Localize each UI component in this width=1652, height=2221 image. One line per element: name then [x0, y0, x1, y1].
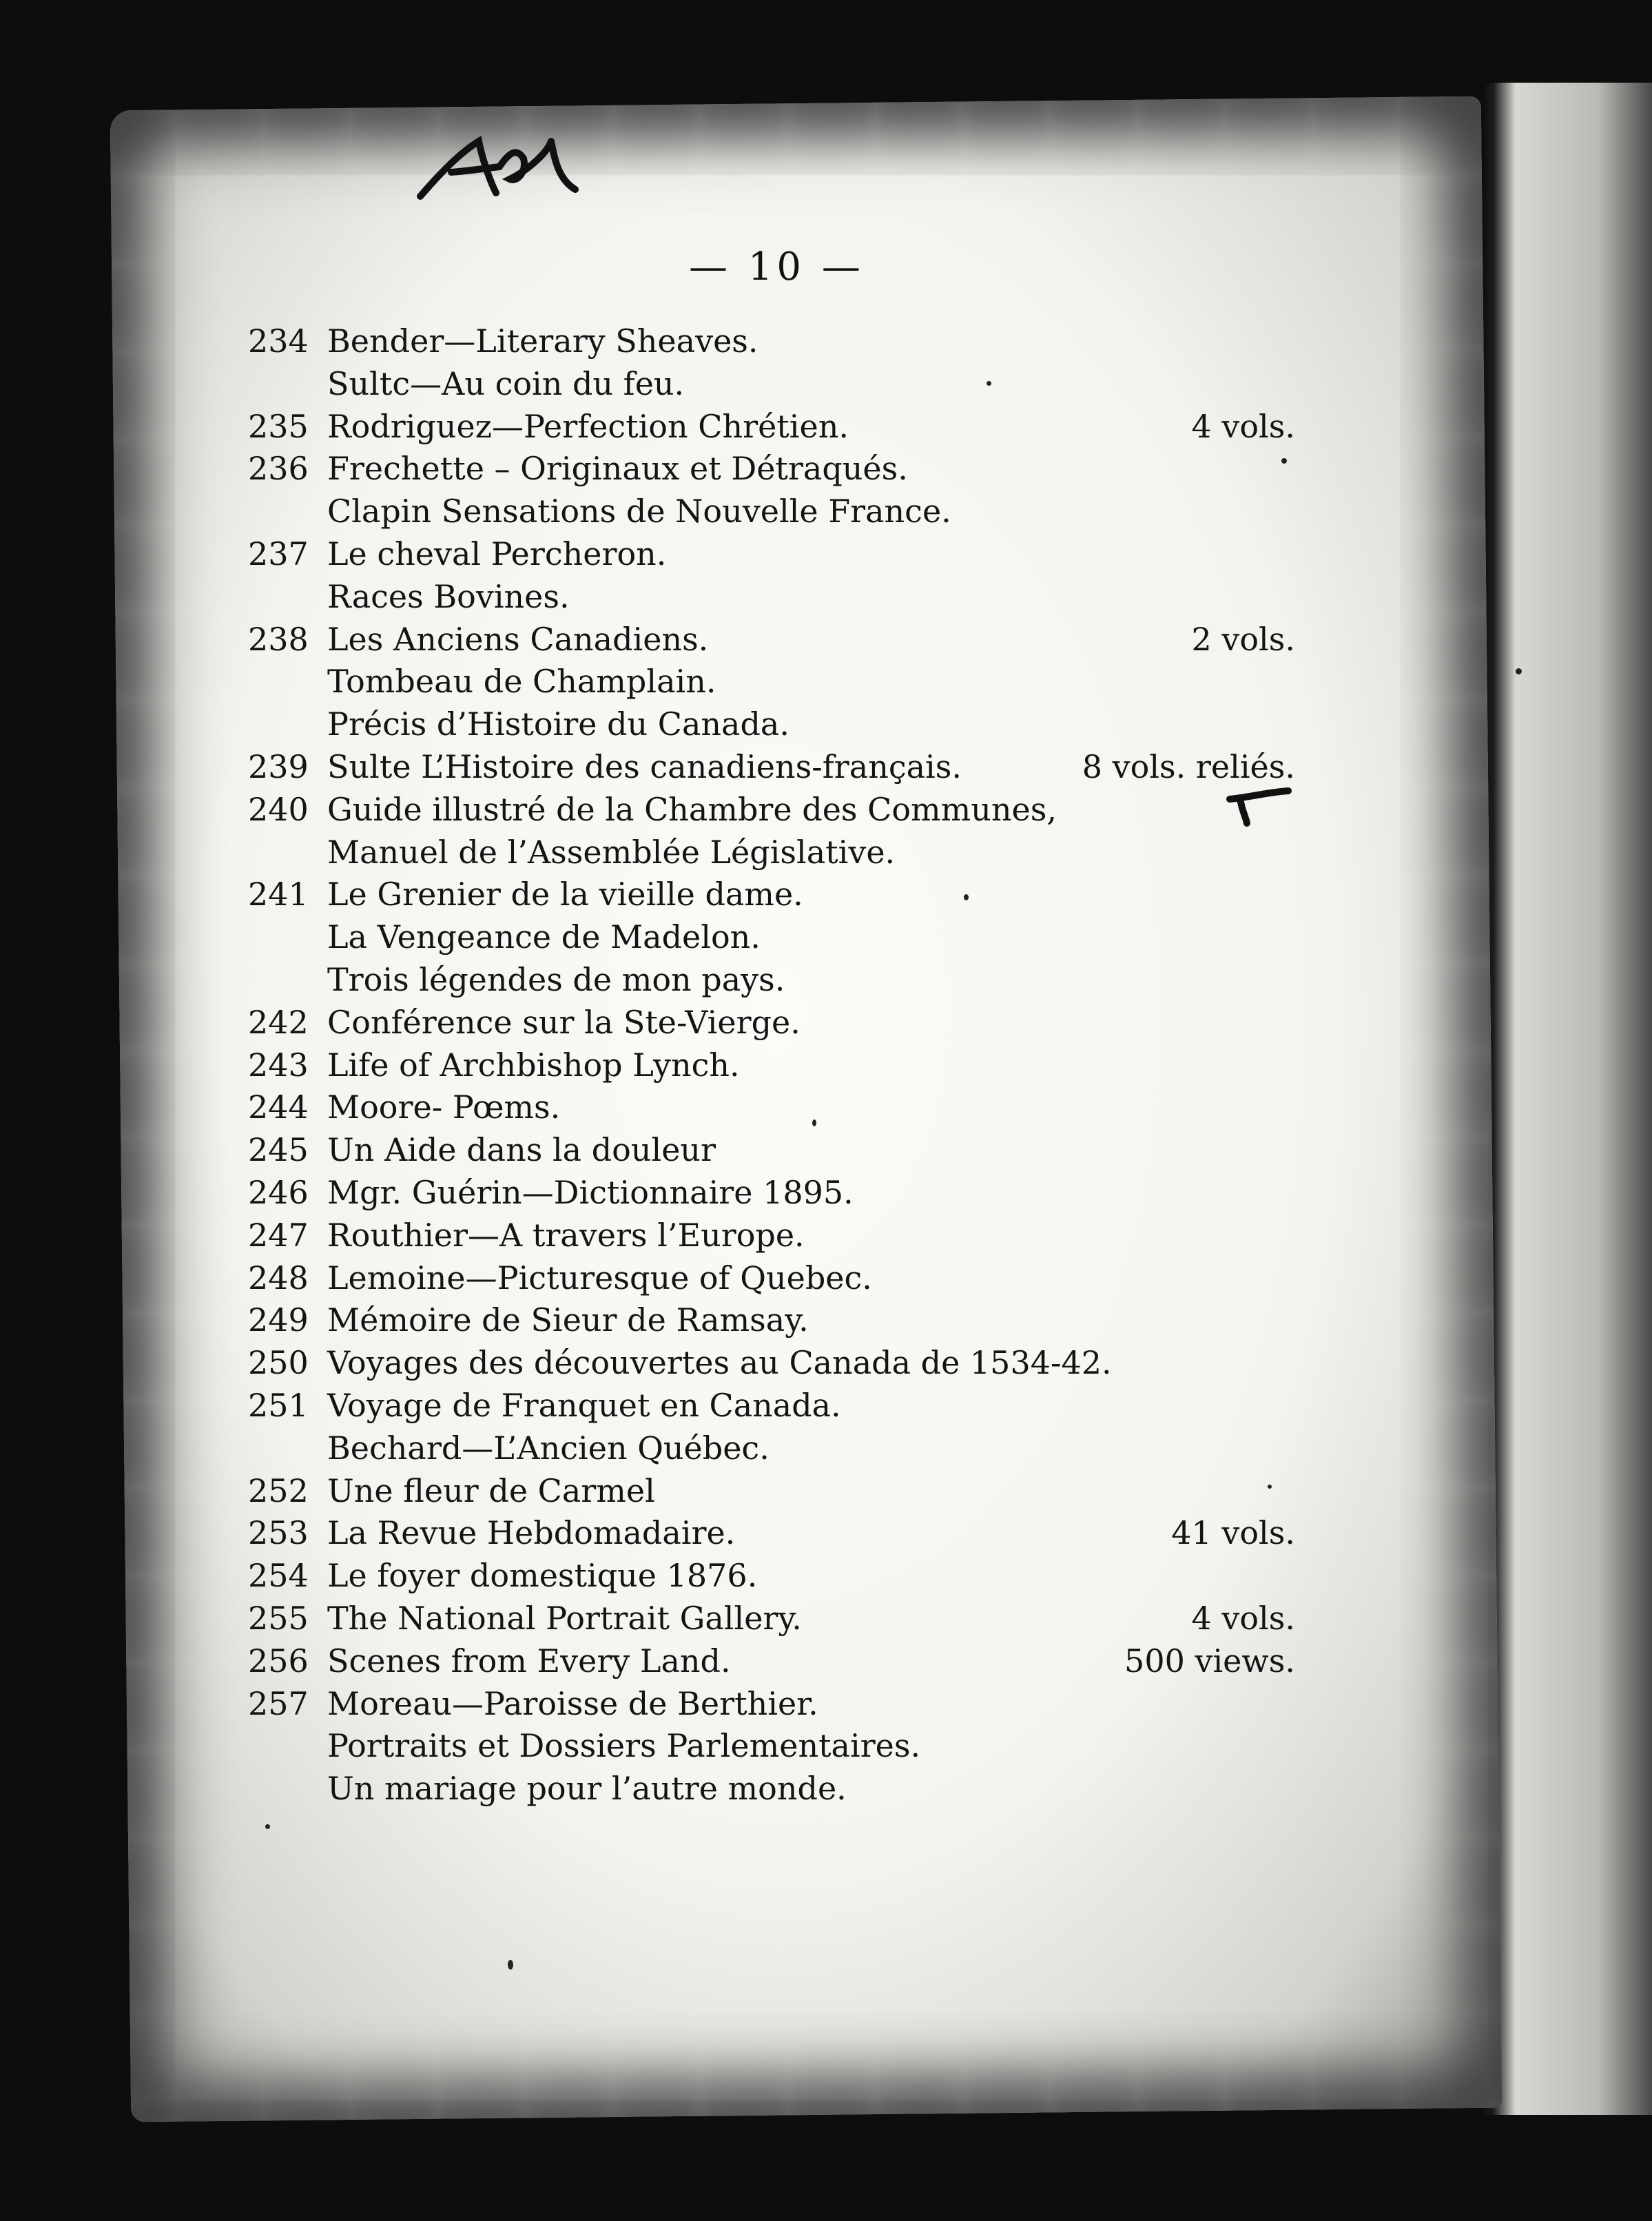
- entry-number: 246: [248, 1173, 309, 1211]
- entry-title: La Vengeance de Madelon.: [327, 918, 761, 956]
- entry-number: 239: [248, 747, 309, 785]
- list-item: [248, 1215, 1295, 1257]
- entry-title: Les Anciens Canadiens.: [327, 620, 709, 658]
- list-item: [248, 1299, 1295, 1342]
- entry-number: 244: [248, 1088, 309, 1126]
- entry-number: 256: [248, 1642, 309, 1680]
- entry-number: 236: [248, 450, 309, 488]
- entry-title: Voyages des découvertes au Canada de 1534-42.: [327, 1344, 1112, 1382]
- list-item: [248, 619, 1295, 661]
- scan-speck: [1268, 1485, 1272, 1489]
- entry-title: Moore- Pœms.: [327, 1088, 561, 1126]
- list-item: [248, 1725, 1295, 1768]
- entry-number: 237: [248, 535, 309, 572]
- entry-quantity: 8 vols. reliés.: [1082, 747, 1295, 785]
- entry-title: The National Portrait Gallery.: [327, 1599, 802, 1637]
- entry-title: La Revue Hebdomadaire.: [327, 1514, 736, 1552]
- entry-title: Un mariage pour l’autre monde.: [327, 1770, 847, 1808]
- entry-title: Routhier—A travers l’Europe.: [327, 1216, 805, 1254]
- handwritten-mark: [413, 131, 592, 207]
- list-item: [248, 746, 1295, 789]
- entry-title: Le foyer domestique 1876.: [327, 1557, 758, 1595]
- entry-quantity: 4 vols.: [1191, 407, 1295, 445]
- scan-speck: [508, 1960, 513, 1970]
- entry-title: Conférence sur la Ste-Vierge.: [327, 1003, 801, 1041]
- entry-number: 235: [248, 407, 309, 445]
- scan-speck: [265, 1824, 270, 1829]
- list-item: [248, 320, 1295, 363]
- entry-title: Bechard—L’Ancien Québec.: [327, 1429, 770, 1467]
- list-item: [248, 1086, 1295, 1129]
- entry-title: Life of Archbishop Lynch.: [327, 1046, 740, 1084]
- scan-speck: [964, 894, 969, 900]
- list-item: [248, 661, 1295, 703]
- entry-quantity: 2 vols.: [1191, 620, 1295, 658]
- scan-speck: [1516, 668, 1522, 674]
- list-item: [248, 1768, 1295, 1810]
- list-item: [248, 1598, 1295, 1640]
- entry-title: Rodriguez—Perfection Chrétien.: [327, 407, 849, 445]
- list-item: [248, 576, 1295, 619]
- list-item: [248, 1470, 1295, 1513]
- entry-title: Mémoire de Sieur de Ramsay.: [327, 1301, 809, 1339]
- entry-number: 247: [248, 1216, 309, 1254]
- list-item: [248, 1002, 1295, 1044]
- scan-speck: [987, 381, 991, 386]
- list-item: [248, 363, 1295, 406]
- entry-quantity: 4 vols.: [1191, 1599, 1295, 1637]
- entry-number: 243: [248, 1046, 309, 1084]
- entry-title: Frechette – Originaux et Détraqués.: [327, 450, 908, 488]
- entry-title: Lemoine—Picturesque of Quebec.: [327, 1259, 872, 1297]
- entry-number: 248: [248, 1259, 309, 1297]
- entry-title: Un Aide dans la douleur: [327, 1131, 716, 1169]
- entry-title: Manuel de l’Assemblée Législative.: [327, 833, 896, 871]
- list-item: [248, 916, 1295, 959]
- list-item: [248, 1427, 1295, 1470]
- list-item: [248, 1172, 1295, 1215]
- entry-number: 234: [248, 322, 309, 360]
- list-item: [248, 874, 1295, 916]
- list-item: [248, 1683, 1295, 1726]
- scan-speck: [1281, 458, 1287, 464]
- entry-title: Trois légendes de mon pays.: [327, 960, 785, 998]
- list-item: [248, 831, 1295, 874]
- list-item: [248, 1044, 1295, 1087]
- page-number: — 10 —: [689, 245, 865, 289]
- entry-number: 242: [248, 1003, 309, 1041]
- entry-quantity: 41 vols.: [1171, 1514, 1295, 1552]
- entry-number: 240: [248, 790, 309, 828]
- entry-title: Bender—Literary Sheaves.: [327, 322, 758, 360]
- entry-number: 249: [248, 1301, 309, 1339]
- entry-number: 253: [248, 1514, 309, 1552]
- entry-title: Le Grenier de la vieille dame.: [327, 876, 803, 913]
- adjacent-page-edge: [1481, 83, 1652, 2115]
- scan-speck: [812, 1119, 816, 1126]
- entry-title: Tombeau de Champlain.: [327, 663, 716, 701]
- ink-mark: [1226, 785, 1295, 827]
- list-item: [248, 1640, 1295, 1683]
- list-item: [248, 1257, 1295, 1300]
- list-item: [248, 1555, 1295, 1598]
- entry-title: Guide illustré de la Chambre des Communes,: [327, 790, 1057, 828]
- entry-title: Précis d’Histoire du Canada.: [327, 705, 789, 743]
- entry-title: Portraits et Dossiers Parlementaires.: [327, 1727, 921, 1765]
- list-item: [248, 533, 1295, 576]
- entry-number: 251: [248, 1386, 309, 1424]
- entry-number: 245: [248, 1131, 309, 1169]
- list-item: [248, 703, 1295, 746]
- list-item: [248, 448, 1295, 490]
- entry-title: Mgr. Guérin—Dictionnaire 1895.: [327, 1173, 854, 1211]
- list-item: [248, 1129, 1295, 1172]
- entry-number: 257: [248, 1684, 309, 1722]
- entry-number: 252: [248, 1471, 309, 1509]
- list-item: [248, 1342, 1295, 1385]
- entry-number: 255: [248, 1599, 309, 1637]
- entry-title: Races Bovines.: [327, 577, 570, 615]
- entry-number: 254: [248, 1557, 309, 1595]
- list-item: [248, 789, 1295, 831]
- entry-title: Voyage de Franquet en Canada.: [327, 1386, 841, 1424]
- entry-number: 250: [248, 1344, 309, 1382]
- list-item: [248, 1385, 1295, 1427]
- list-item: [248, 1512, 1295, 1555]
- entry-title: Clapin Sensations de Nouvelle France.: [327, 493, 951, 530]
- entry-title: Moreau—Paroisse de Berthier.: [327, 1684, 818, 1722]
- entry-title: Le cheval Percheron.: [327, 535, 667, 572]
- list-item: [248, 406, 1295, 448]
- entry-quantity: 500 views.: [1124, 1642, 1295, 1680]
- entry-number: 241: [248, 876, 309, 913]
- list-item: [248, 490, 1295, 533]
- entry-title: Sultc—Au coin du feu.: [327, 364, 685, 402]
- entry-title: Une fleur de Carmel: [327, 1471, 655, 1509]
- entry-title: Scenes from Every Land.: [327, 1642, 731, 1680]
- entry-number: 238: [248, 620, 309, 658]
- catalog-list: [248, 320, 1295, 1810]
- entry-title: Sulte L’Histoire des canadiens-français.: [327, 747, 962, 785]
- list-item: [248, 959, 1295, 1002]
